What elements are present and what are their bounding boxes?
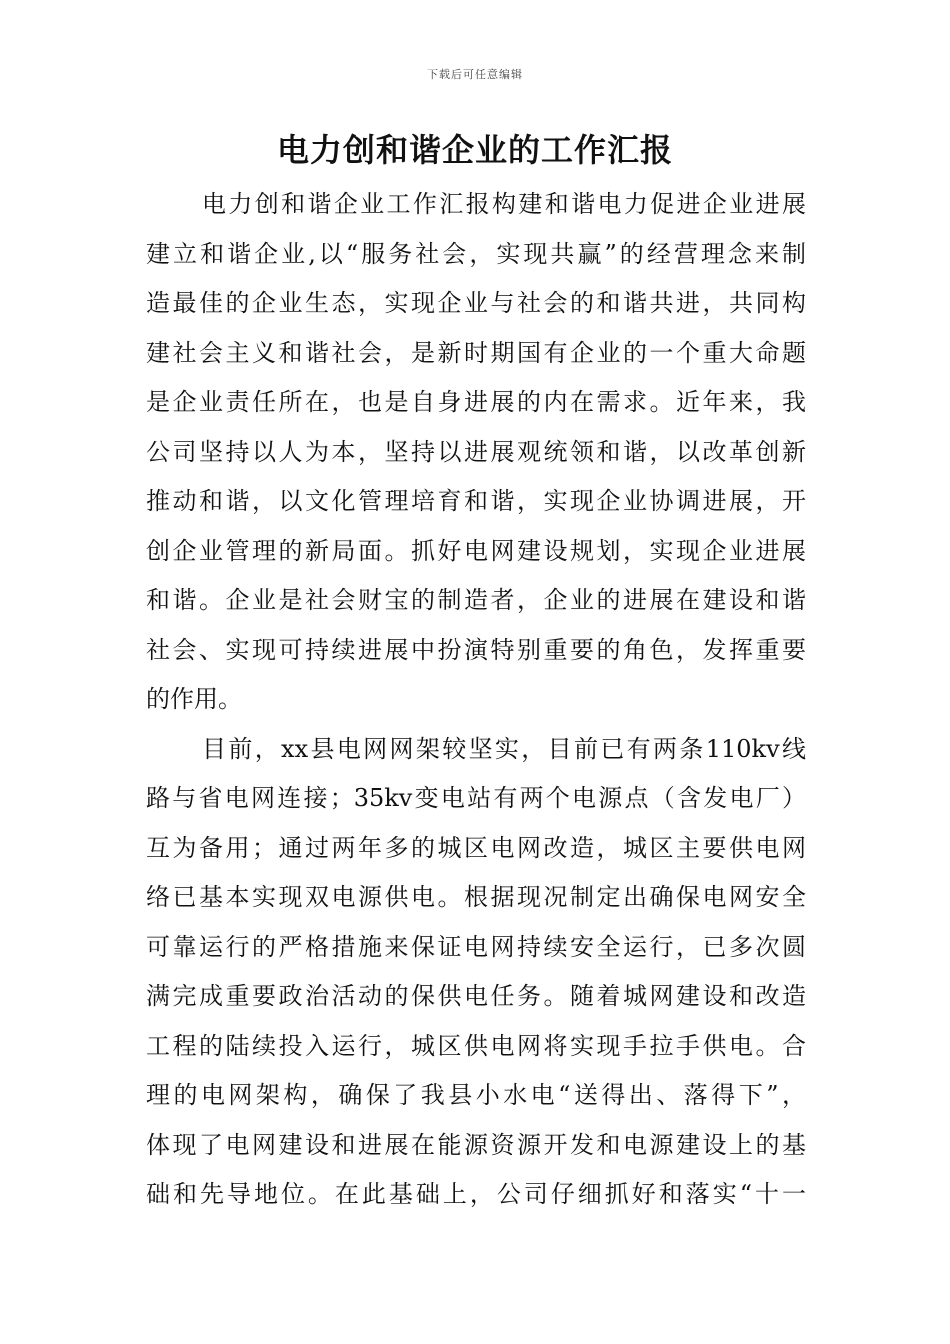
document-body bbox=[146, 180, 806, 1220]
paragraph-line: 是企业责任所在，也是自身进展的内在需求。近年来，我 bbox=[146, 388, 806, 416]
page-header-note: 下载后可任意编辑 bbox=[427, 68, 523, 81]
paragraph-line: 的作用。 bbox=[146, 685, 242, 713]
paragraph-line: 目前，xx县电网网架较坚实，目前已有两条110kv线 bbox=[202, 734, 806, 763]
paragraph-line: 工程的陆续投入运行，城区供电网将实现手拉手供电。合 bbox=[146, 1031, 806, 1060]
paragraph-line: 路与省电网连接；35kv变电站有两个电源点（含发电厂） bbox=[146, 784, 806, 812]
paragraph-line: 公司坚持以人为本，坚持以进展观统领和谐，以改革创新 bbox=[146, 437, 806, 466]
paragraph-2 bbox=[146, 725, 806, 1220]
paragraph-line: 社会、实现可持续进展中扮演特别重要的角色，发挥重要 bbox=[146, 635, 806, 664]
paragraph-line: 创企业管理的新局面。抓好电网建设规划，实现企业进展 bbox=[146, 536, 806, 565]
paragraph-line: 造最佳的企业生态，实现企业与社会的和谐共进，共同构 bbox=[146, 289, 806, 317]
paragraph-line: 电力创和谐企业工作汇报构建和谐电力促进企业进展 bbox=[202, 190, 806, 218]
paragraph-line: 络已基本实现双电源供电。根据现况制定出确保电网安全 bbox=[146, 883, 806, 911]
paragraph-line: 和谐。企业是社会财宝的制造者，企业的进展在建设和谐 bbox=[146, 586, 806, 614]
paragraph-line: 可靠运行的严格措施来保证电网持续安全运行，已多次圆 bbox=[146, 932, 806, 961]
paragraph-line: 建立和谐企业,以“服务社会，实现共赢”的经营理念来制 bbox=[146, 239, 806, 268]
paragraph-line: 满完成重要政治活动的保供电任务。随着城网建设和改造 bbox=[146, 982, 806, 1010]
paragraph-line: 体现了电网建设和进展在能源资源开发和电源建设上的基 bbox=[146, 1130, 806, 1159]
paragraph-line: 建社会主义和谐社会，是新时期国有企业的一个重大命题 bbox=[146, 338, 806, 367]
paragraph-line: 互为备用；通过两年多的城区电网改造，城区主要供电网 bbox=[146, 833, 806, 862]
paragraph-line: 推动和谐，以文化管理培育和谐，实现企业协调进展，开 bbox=[146, 487, 806, 515]
paragraph-1 bbox=[146, 180, 806, 725]
document-title: 电力创和谐企业的工作汇报 bbox=[276, 131, 673, 169]
paragraph-line: 理的电网架构，确保了我县小水电“送得出、落得下”， bbox=[146, 1081, 806, 1109]
paragraph-line: 础和先导地位。在此基础上，公司仔细抓好和落实“十一 bbox=[146, 1180, 806, 1208]
